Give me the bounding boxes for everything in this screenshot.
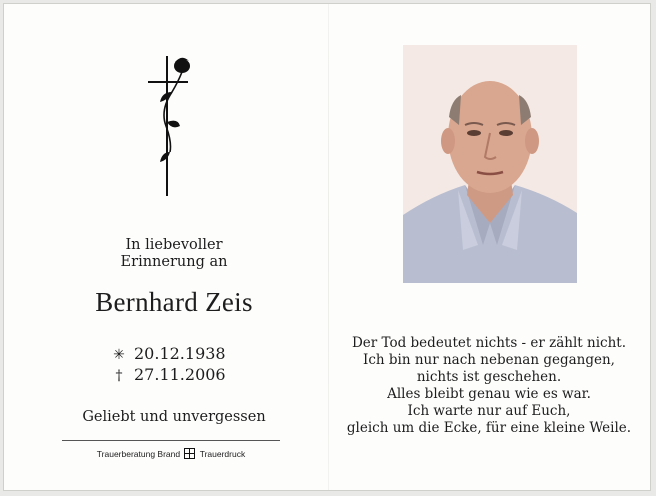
intro-line-2: Erinnerung an xyxy=(120,254,228,270)
poem xyxy=(334,335,644,437)
death-date-row xyxy=(104,365,226,385)
imprint-left-text: Trauerberatung Brand xyxy=(96,448,181,459)
poem-line: Der Tod bedeutet nichts - er zählt nicht. xyxy=(351,335,627,351)
imprint-divider xyxy=(62,440,280,441)
poem-line: nichts ist geschehen. xyxy=(416,369,562,385)
intro-line-1: In liebevoller xyxy=(125,237,223,253)
imprint-right-text: Trauerdruck xyxy=(199,448,246,459)
poem-line: Ich warte nur auf Euch, xyxy=(407,403,571,419)
imprint xyxy=(62,448,280,461)
poem-line: gleich um die Ecke, für eine kleine Weile. xyxy=(346,420,632,436)
poem-line: Ich bin nur nach nebenan gegangen, xyxy=(363,352,615,368)
poem-line: Alles bleibt genau wie es war. xyxy=(387,386,591,402)
memorial-card xyxy=(3,3,651,491)
birth-star-icon: ✳ xyxy=(113,347,125,363)
card-fold-line xyxy=(328,4,329,490)
death-cross-icon: † xyxy=(115,368,123,384)
cross-with-rose-icon xyxy=(142,52,202,197)
portrait-photo xyxy=(403,45,577,283)
deceased-name: Bernhard Zeis xyxy=(95,287,253,317)
cross-in-box-icon xyxy=(184,448,195,461)
remembrance-text: Geliebt und unvergessen xyxy=(82,409,266,425)
death-date: 27.11.2006 xyxy=(134,365,226,384)
birth-date-row xyxy=(104,344,226,364)
birth-date: 20.12.1938 xyxy=(134,344,226,363)
